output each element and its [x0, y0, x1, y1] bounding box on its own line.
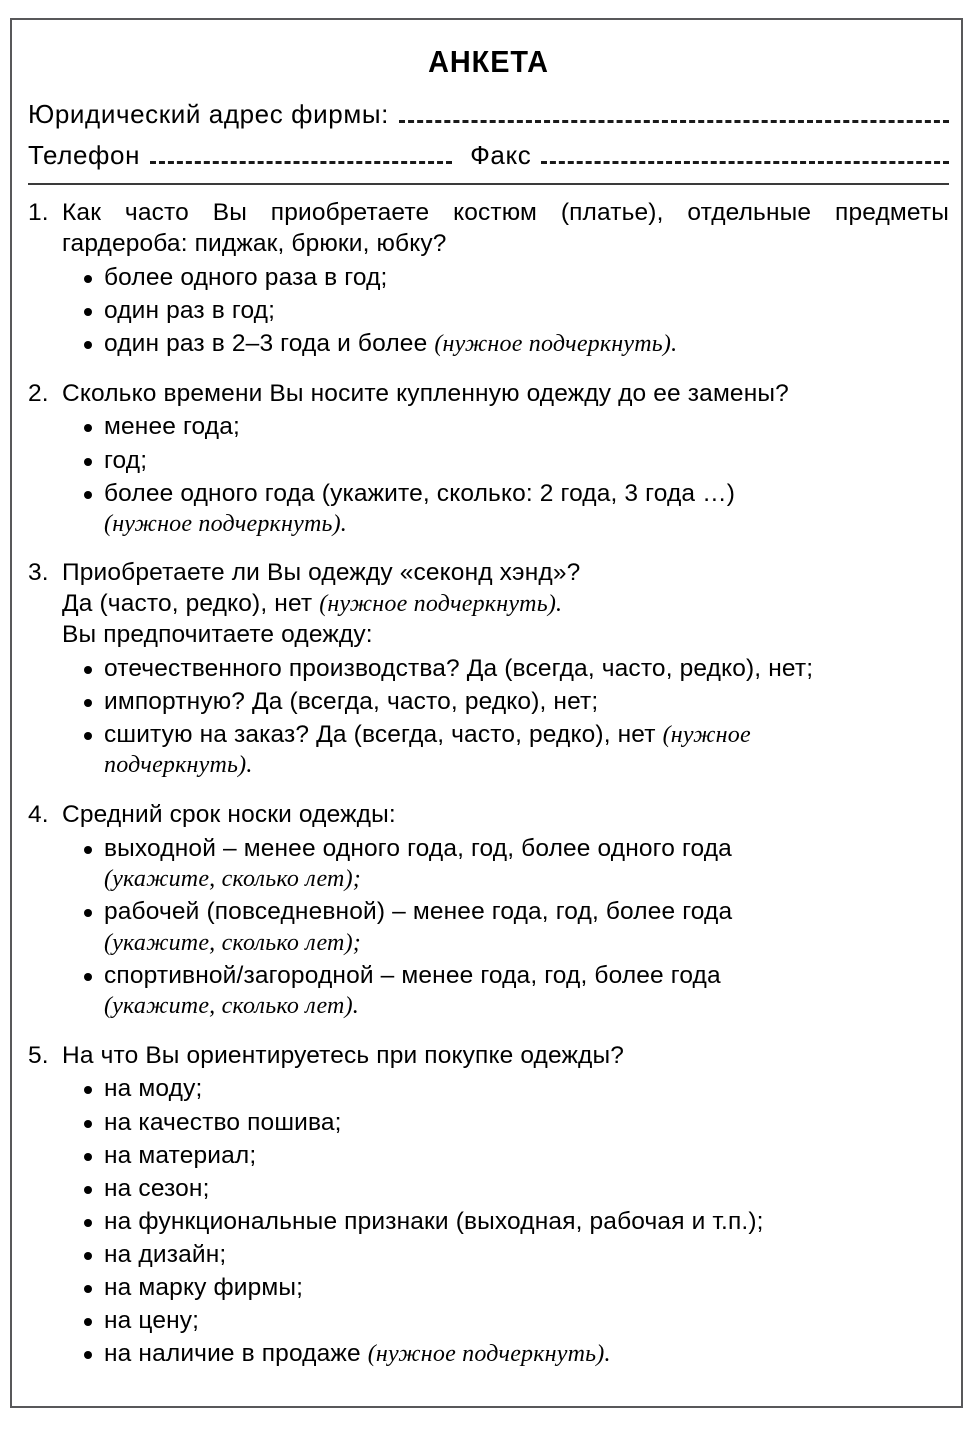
option-note: (нужное подчеркнуть).	[434, 331, 678, 358]
question-block-5	[28, 1041, 949, 1370]
question-2-text: Сколько времени Вы носите купленную одежду до ее замены?	[62, 379, 789, 407]
question-3-number: 3.	[28, 559, 49, 587]
option-label: рабочей (повседневной) – менее года, год, более года	[104, 898, 733, 926]
option-note: (нужное подчеркнуть).	[367, 1341, 611, 1368]
question-2-heading	[28, 379, 949, 410]
option-label: на наличие в продаже	[104, 1340, 368, 1368]
option-note: (нужное	[662, 722, 751, 749]
question-5-number: 5.	[28, 1041, 49, 1069]
fax-label: Факс	[470, 140, 532, 171]
option-item[interactable]	[28, 686, 949, 717]
option-label: отечественного производства? Да (всегда, часто, редко), нет;	[104, 654, 814, 682]
option-item[interactable]	[28, 1073, 949, 1104]
option-item[interactable]	[28, 1338, 949, 1369]
option-label: спортивной/загородной – менее года, год, более года	[104, 961, 721, 989]
legal-address-label: Юридический адрес фирмы:	[28, 99, 389, 129]
phone-input[interactable]	[150, 161, 452, 164]
option-label: год;	[104, 446, 148, 474]
option-item[interactable]	[28, 1305, 949, 1336]
option-label: на функциональные признаки (выходная, рабочая и т.п.);	[104, 1207, 764, 1235]
option-item[interactable]	[28, 445, 949, 476]
question-4-heading	[28, 800, 949, 831]
subline-note: (нужное подчеркнуть).	[319, 591, 563, 618]
option-label: на цену;	[104, 1307, 200, 1335]
option-item[interactable]	[28, 1107, 949, 1138]
questionnaire-page	[10, 18, 963, 1408]
option-item[interactable]	[28, 960, 949, 1022]
question-5-text: На что Вы ориентируетесь при покупке одежды?	[62, 1041, 625, 1069]
question-1-text: Как часто Вы приобретаете костюм (платье), отдельные предметы гардероба: пиджак, брюки, юбку?	[62, 199, 949, 258]
page-content	[28, 30, 949, 1389]
question-1-number: 1.	[28, 199, 49, 227]
subline-text: Вы предпочитаете одежду:	[62, 620, 373, 648]
question-1-options	[28, 262, 949, 360]
option-label: менее года;	[104, 413, 240, 441]
header-divider	[28, 183, 949, 185]
option-item[interactable]	[28, 1140, 949, 1171]
option-note: (нужное подчеркнуть).	[104, 510, 347, 537]
field-row-phone-fax	[28, 141, 949, 169]
question-3-text: Приобретаете ли Вы одежду «секонд хэнд»?	[62, 559, 581, 587]
option-label: на качество пошива;	[104, 1108, 342, 1136]
option-label: на марку фирмы;	[104, 1274, 304, 1302]
legal-address-input[interactable]	[399, 120, 949, 123]
option-item[interactable]	[28, 411, 949, 442]
option-item[interactable]	[28, 1206, 949, 1237]
option-label: на моду;	[104, 1075, 203, 1103]
question-4-text: Средний срок носки одежды:	[62, 800, 396, 828]
question-3-subline-2	[62, 620, 949, 651]
option-item[interactable]	[28, 833, 949, 895]
option-note: (укажите, сколько лет);	[104, 929, 361, 956]
option-label: более одного раза в год;	[104, 263, 388, 291]
question-3-options	[28, 653, 949, 781]
option-label: один раз в год;	[104, 296, 276, 324]
question-3-heading	[28, 558, 949, 589]
question-block-3	[28, 558, 949, 781]
question-2-options	[28, 411, 949, 539]
option-label: более одного года (укажите, сколько: 2 года, 3 года …)	[104, 479, 736, 507]
field-row-legal-address	[28, 100, 949, 128]
option-label: на дизайн;	[104, 1240, 227, 1268]
question-block-4	[28, 800, 949, 1022]
question-block-2	[28, 379, 949, 540]
question-4-options	[28, 833, 949, 1022]
phone-label: Телефон	[28, 140, 141, 171]
question-5-heading	[28, 1041, 949, 1072]
option-note-continued: подчеркнуть).	[104, 752, 253, 779]
option-item[interactable]	[28, 896, 949, 958]
option-item[interactable]	[28, 295, 949, 326]
page-title: АНКЕТА	[428, 44, 549, 79]
question-block-1	[28, 198, 949, 359]
option-item[interactable]	[28, 478, 949, 540]
question-3-subline-1	[62, 589, 949, 620]
option-item[interactable]	[28, 328, 949, 359]
option-item[interactable]	[28, 1239, 949, 1270]
option-note: (укажите, сколько лет);	[104, 865, 361, 892]
option-label: на материал;	[104, 1141, 257, 1169]
option-label: сшитую на заказ? Да (всегда, часто, редко), нет	[104, 721, 663, 749]
option-label: импортную? Да (всегда, часто, редко), нет;	[104, 687, 599, 715]
question-1-heading	[28, 198, 949, 260]
option-note: (укажите, сколько лет).	[104, 993, 359, 1020]
question-4-number: 4.	[28, 800, 49, 828]
option-item[interactable]	[28, 262, 949, 293]
option-item[interactable]	[28, 1272, 949, 1303]
question-2-number: 2.	[28, 379, 49, 407]
option-label: на сезон;	[104, 1174, 210, 1202]
option-item[interactable]	[28, 719, 949, 781]
option-label: выходной – менее одного года, год, более одного года	[104, 834, 732, 862]
subline-text: Да (часто, редко), нет	[62, 590, 320, 618]
option-item[interactable]	[28, 1173, 949, 1204]
option-label: один раз в 2–3 года и более	[104, 330, 435, 358]
option-item[interactable]	[28, 653, 949, 684]
fax-input[interactable]	[541, 161, 949, 164]
question-5-options	[28, 1073, 949, 1369]
